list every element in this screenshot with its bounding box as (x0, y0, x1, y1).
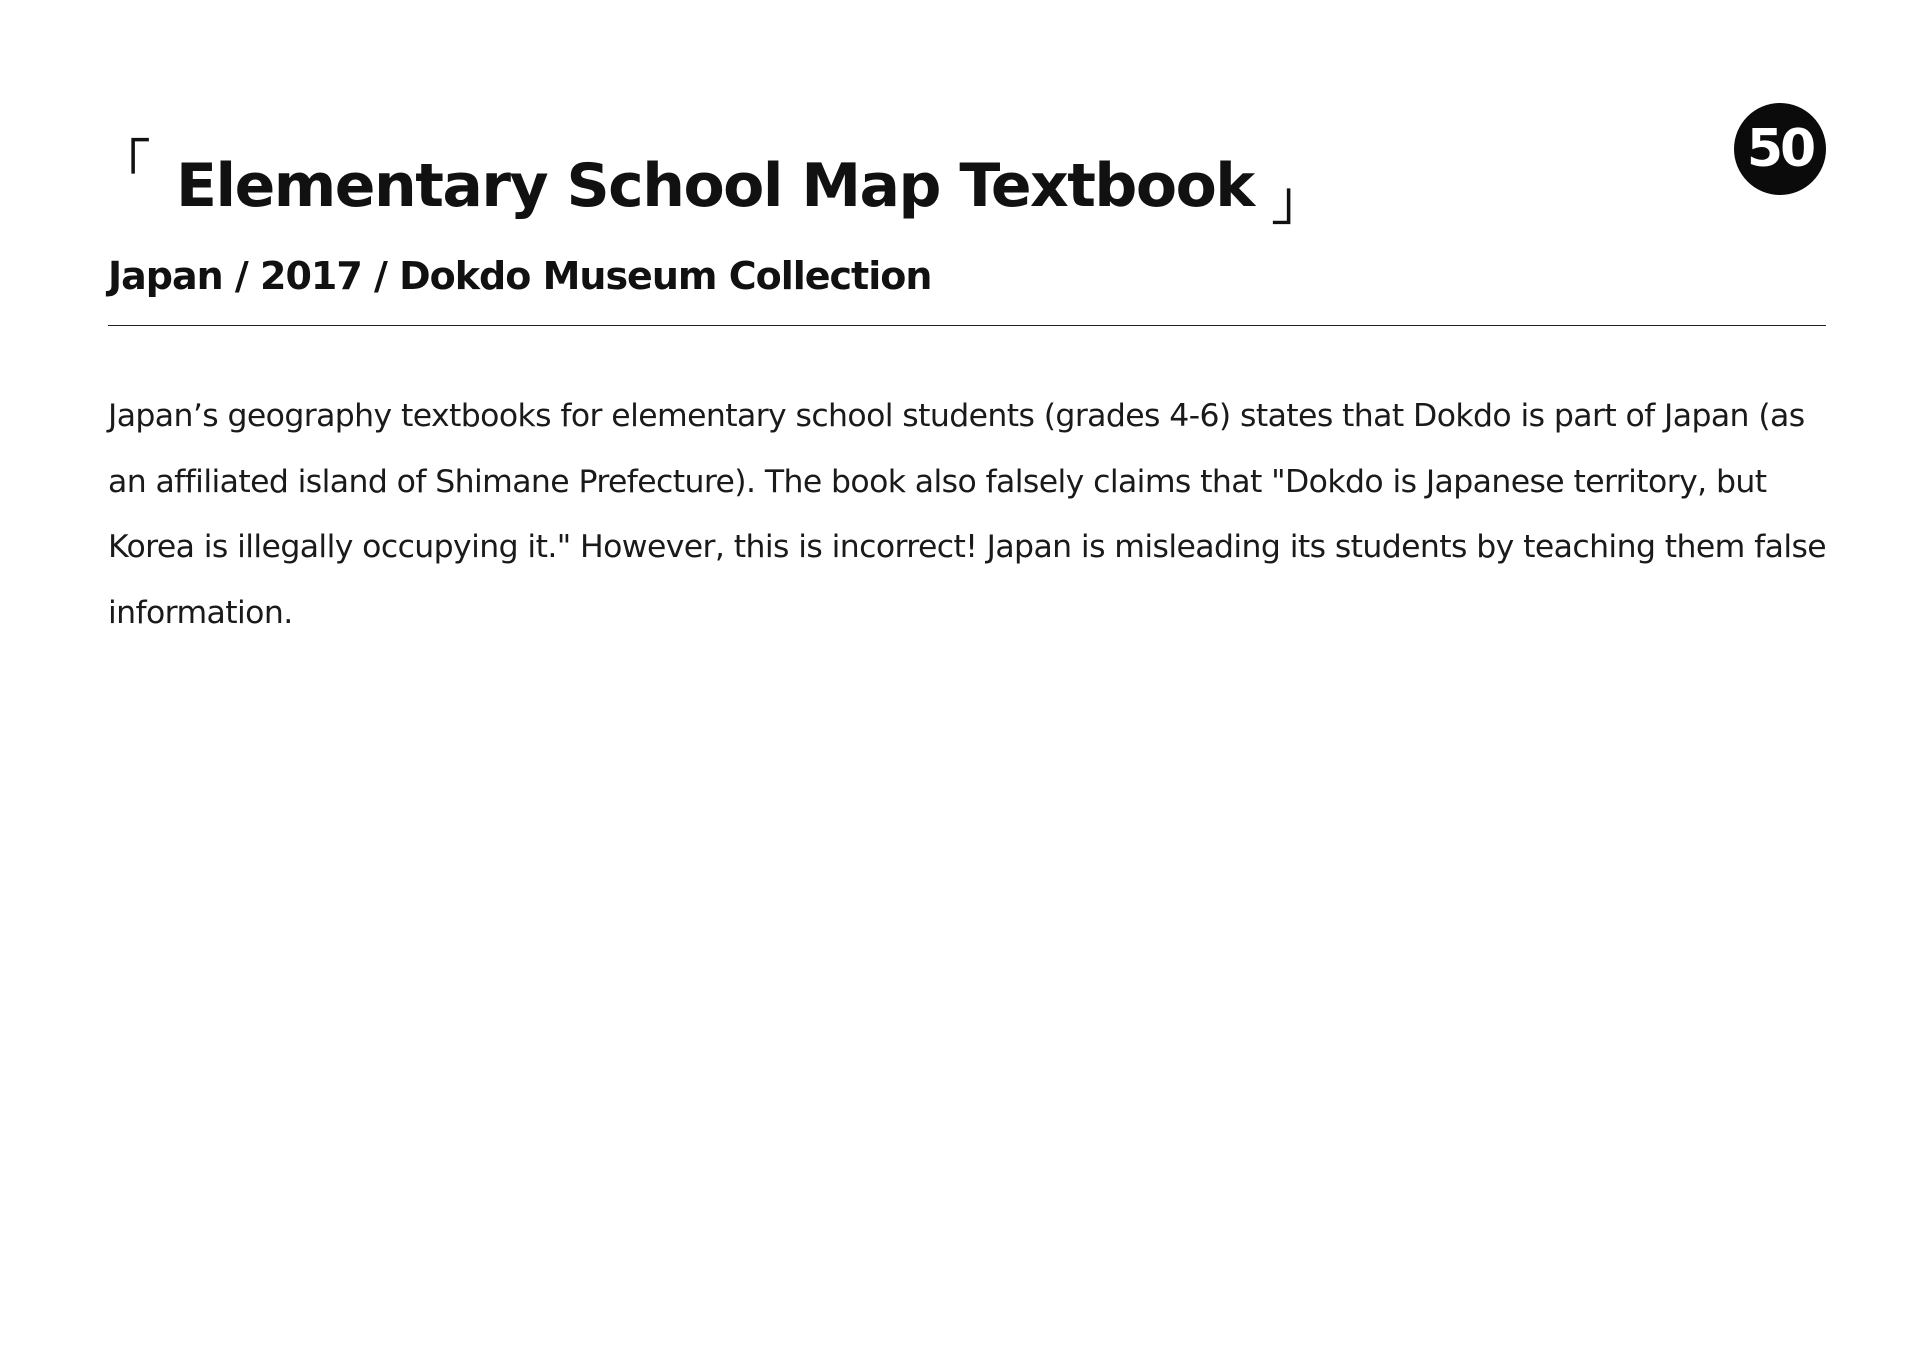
page-subtitle: Japan / 2017 / Dokdo Museum Collection (108, 254, 932, 298)
body-text (108, 384, 1838, 646)
body-paragraph: Japan’s geography textbooks for elementary school students (grades 4-6) states that Dokdo is part of Japan (as an affiliated island of Shimane Prefecture). The book also falsely claims that "Dokdo is Japanese territory, but Korea is illegally occupying it." However, this is incorrect! Japan is misleading its students by teaching them false information. (108, 398, 1827, 631)
title-row (98, 138, 1324, 238)
open-corner-bracket: 「 (98, 136, 151, 196)
page-number-badge: 50 (1734, 103, 1826, 195)
page-title: Elementary School Map Textbook (176, 151, 1254, 221)
close-corner-bracket: 」 (1271, 172, 1324, 232)
header-divider (108, 325, 1826, 326)
